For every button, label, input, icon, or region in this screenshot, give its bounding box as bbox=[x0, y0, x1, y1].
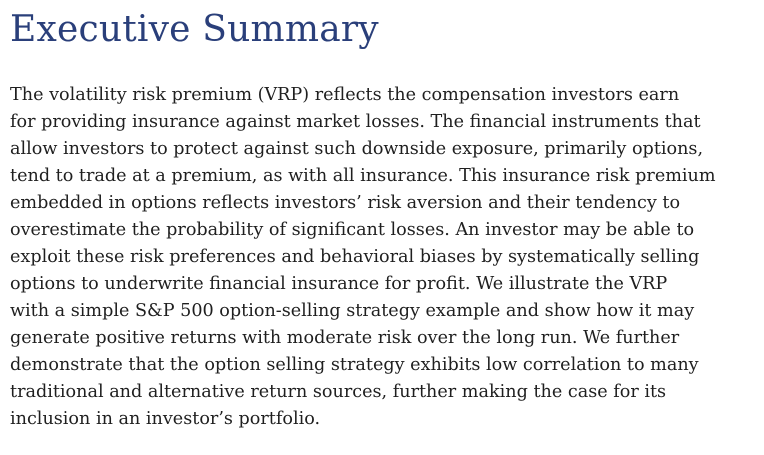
paragraph-line: options to underwrite financial insurance for profit. We illustrate the VRP bbox=[10, 274, 668, 294]
paragraph-line: generate positive returns with moderate risk over the long run. We further bbox=[10, 328, 680, 348]
page-title: Executive Summary bbox=[10, 9, 379, 50]
summary-paragraph bbox=[10, 82, 762, 433]
paragraph-line: overestimate the probability of significant losses. An investor may be able to bbox=[10, 220, 695, 240]
paragraph-line: inclusion in an investor’s portfolio. bbox=[10, 409, 321, 429]
paragraph-line: for providing insurance against market losses. The financial instruments that bbox=[10, 112, 701, 132]
paragraph-line: allow investors to protect against such downside exposure, primarily options, bbox=[10, 139, 704, 159]
paragraph-line: tend to trade at a premium, as with all insurance. This insurance risk premium bbox=[10, 166, 716, 186]
paragraph-line: The volatility risk premium (VRP) reflects the compensation investors earn bbox=[10, 85, 680, 105]
paragraph-line: traditional and alternative return sources, further making the case for its bbox=[10, 382, 667, 402]
paragraph-line: exploit these risk preferences and behavioral biases by systematically selling bbox=[10, 247, 700, 267]
paragraph-line: with a simple S&P 500 option-selling strategy example and show how it may bbox=[10, 301, 695, 321]
paragraph-line: demonstrate that the option selling strategy exhibits low correlation to many bbox=[10, 355, 699, 375]
paragraph-line: embedded in options reflects investors’ risk aversion and their tendency to bbox=[10, 193, 681, 213]
